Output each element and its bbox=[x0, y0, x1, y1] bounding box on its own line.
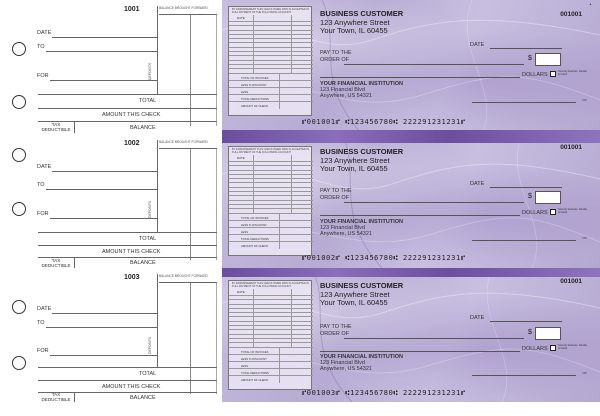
check-band bbox=[222, 134, 600, 143]
amount-box bbox=[535, 53, 561, 66]
business-street: 123 Anywhere Street bbox=[320, 156, 390, 165]
stub-check-number: 1002 bbox=[124, 140, 140, 147]
binder-hole-icon bbox=[12, 95, 26, 109]
stub-check-number: 1001 bbox=[124, 6, 140, 13]
stub-date-label: DATE bbox=[37, 164, 52, 170]
binder-hole-icon bbox=[12, 300, 26, 314]
check-unit-1 bbox=[0, 0, 600, 134]
stub-date-label: DATE bbox=[37, 306, 52, 312]
stub-amount-this-check-label: AMOUNT THIS CHECK bbox=[102, 249, 161, 255]
stub-for-label: FOR bbox=[37, 73, 49, 79]
check-number: 001001 bbox=[560, 144, 582, 151]
check-date-label: DATE bbox=[470, 181, 485, 187]
lock-icon bbox=[550, 209, 556, 215]
check-unit-3 bbox=[0, 268, 600, 402]
invoice-register: BY ENDORSEMENT THIS CHECK WHEN PAID IS ACCEPTED IN FULL PAYMENT OF THE FOLLOWING ACCOUNT DATE TOTAL OF INVOICES LESS % DISCOUNT LESS TOTAL DEDUCTIONS AMOUNT OF CHECK bbox=[228, 280, 312, 390]
pay-to-label: ORDER OF bbox=[320, 331, 350, 337]
stub-to-label: TO bbox=[37, 320, 45, 326]
stub-date-label: DATE bbox=[37, 30, 52, 36]
business-street: 123 Anywhere Street bbox=[320, 290, 390, 299]
business-name: BUSINESS CUSTOMER bbox=[320, 147, 404, 156]
tax-deductible-label: TAX DEDUCTIBLE bbox=[41, 392, 71, 402]
stub-amount-this-check-label: AMOUNT THIS CHECK bbox=[102, 384, 161, 390]
business-city: Your Town, IL 60455 bbox=[320, 164, 388, 173]
stub-balance-label: BALANCE bbox=[130, 260, 156, 266]
deposits-label: DEPOSITS bbox=[148, 336, 152, 354]
check-unit-2 bbox=[0, 134, 600, 268]
check-stub bbox=[0, 134, 222, 268]
check: ▲ BY ENDORSEMENT THIS CHECK WHEN PAID IS ACCEPTED IN FULL PAYMENT OF THE FOLLOWING ACCOUNT DATE TOTAL OF INVOICES LESS % DISCOUNT LESS TOTAL DEDUCTIONS AMOUNT OF CHECK BUSINESS CUSTOMER 123 Anywhere Street Your Town, IL 60455 001001 DATE PAY TO THE ORDER OF $ DOLLARS Security features. Details on back. YOUR FINANCIAL INSTITUTION 123 Financial Blvd Anywhere, US 54321 MP ⑈001001⑈ ⑆123456780⑆ 222291231231⑈ bbox=[222, 0, 600, 134]
tax-deductible-label: TAX DEDUCTIBLE bbox=[41, 122, 71, 132]
check-date-label: DATE bbox=[470, 315, 485, 321]
balance-forward-label: BALANCE BROUGHT FORWARD bbox=[159, 6, 208, 10]
deposits-label: DEPOSITS bbox=[148, 62, 152, 80]
balance-forward-label: BALANCE BROUGHT FORWARD bbox=[159, 274, 208, 278]
bank-name: YOUR FINANCIAL INSTITUTION bbox=[320, 219, 404, 225]
stub-total-label: TOTAL bbox=[139, 371, 157, 377]
micr-line: ⑈001002⑈ ⑆123456780⑆ 222291231231⑈ bbox=[302, 254, 466, 262]
invoice-register: BY ENDORSEMENT THIS CHECK WHEN PAID IS ACCEPTED IN FULL PAYMENT OF THE FOLLOWING ACCOUNT DATE TOTAL OF INVOICES LESS % DISCOUNT LESS TOTAL DEDUCTIONS AMOUNT OF CHECK bbox=[228, 6, 312, 116]
check: BY ENDORSEMENT THIS CHECK WHEN PAID IS ACCEPTED IN FULL PAYMENT OF THE FOLLOWING ACCOUNT DATE TOTAL OF INVOICES LESS % DISCOUNT LESS TOTAL DEDUCTIONS AMOUNT OF CHECK BUSINESS CUSTOMER 123 Anywhere Street Your Town, IL 60455 001001 DATE PAY TO THE ORDER OF $ DOLLARS Security features. Details on back. YOUR FINANCIAL INSTITUTION 123 Financial Blvd Anywhere, US 54321 MP ⑈001002⑈ ⑆123456780⑆ 222291231231⑈ bbox=[222, 134, 600, 268]
check-date-label: DATE bbox=[470, 42, 485, 48]
binder-hole-icon bbox=[12, 148, 26, 162]
stub-total-label: TOTAL bbox=[139, 236, 157, 242]
amount-box bbox=[535, 191, 561, 204]
binder-hole-icon bbox=[12, 356, 26, 370]
stub-amount-this-check-label: AMOUNT THIS CHECK bbox=[102, 112, 161, 118]
tax-deductible-label: TAX DEDUCTIBLE bbox=[41, 258, 71, 268]
stub-to-label: TO bbox=[37, 182, 45, 188]
stub-total-label: TOTAL bbox=[139, 98, 157, 104]
dollars-label: DOLLARS bbox=[522, 210, 548, 216]
stub-to-label: TO bbox=[37, 44, 45, 50]
business-city: Your Town, IL 60455 bbox=[320, 26, 388, 35]
stub-balance-label: BALANCE bbox=[130, 125, 156, 131]
binder-hole-icon bbox=[12, 42, 26, 56]
business-name: BUSINESS CUSTOMER bbox=[320, 281, 404, 290]
check-stub bbox=[0, 268, 222, 402]
micr-line: ⑈001003⑈ ⑆123456780⑆ 222291231231⑈ bbox=[302, 389, 466, 397]
dollars-label: DOLLARS bbox=[522, 72, 548, 78]
pay-to-label: ORDER OF bbox=[320, 195, 350, 201]
dollars-label: DOLLARS bbox=[522, 346, 548, 352]
pay-to-label: ORDER OF bbox=[320, 57, 350, 63]
amount-box bbox=[535, 327, 561, 340]
check-number: 001001 bbox=[560, 11, 582, 18]
signature-line bbox=[472, 240, 576, 241]
stub-for-label: FOR bbox=[37, 348, 49, 354]
check-stub bbox=[0, 0, 222, 134]
business-name: BUSINESS CUSTOMER bbox=[320, 9, 404, 18]
bank-name: YOUR FINANCIAL INSTITUTION bbox=[320, 354, 404, 360]
signature-line bbox=[472, 102, 576, 103]
stub-for-label: FOR bbox=[37, 211, 49, 217]
lock-icon bbox=[550, 345, 556, 351]
lock-icon bbox=[550, 71, 556, 77]
invoice-register: BY ENDORSEMENT THIS CHECK WHEN PAID IS ACCEPTED IN FULL PAYMENT OF THE FOLLOWING ACCOUNT DATE TOTAL OF INVOICES LESS % DISCOUNT LESS TOTAL DEDUCTIONS AMOUNT OF CHECK bbox=[228, 146, 312, 256]
binder-hole-icon bbox=[12, 202, 26, 216]
check-band bbox=[222, 268, 600, 277]
check-number: 001001 bbox=[560, 278, 582, 285]
stub-check-number: 1003 bbox=[124, 274, 140, 281]
micr-line: ⑈001001⑈ ⑆123456780⑆ 222291231231⑈ bbox=[302, 118, 466, 126]
stub-balance-label: BALANCE bbox=[130, 395, 156, 401]
business-city: Your Town, IL 60455 bbox=[320, 298, 388, 307]
business-street: 123 Anywhere Street bbox=[320, 18, 390, 27]
bank-name: YOUR FINANCIAL INSTITUTION bbox=[320, 81, 404, 87]
deposits-label: DEPOSITS bbox=[148, 200, 152, 218]
balance-forward-label: BALANCE BROUGHT FORWARD bbox=[159, 140, 208, 144]
signature-line bbox=[472, 375, 576, 376]
check: BY ENDORSEMENT THIS CHECK WHEN PAID IS ACCEPTED IN FULL PAYMENT OF THE FOLLOWING ACCOUNT DATE TOTAL OF INVOICES LESS % DISCOUNT LESS TOTAL DEDUCTIONS AMOUNT OF CHECK BUSINESS CUSTOMER 123 Anywhere Street Your Town, IL 60455 001001 DATE PAY TO THE ORDER OF $ DOLLARS Security features. Details on back. YOUR FINANCIAL INSTITUTION 123 Financial Blvd Anywhere, US 54321 MP ⑈001003⑈ ⑆123456780⑆ 222291231231⑈ bbox=[222, 268, 600, 402]
